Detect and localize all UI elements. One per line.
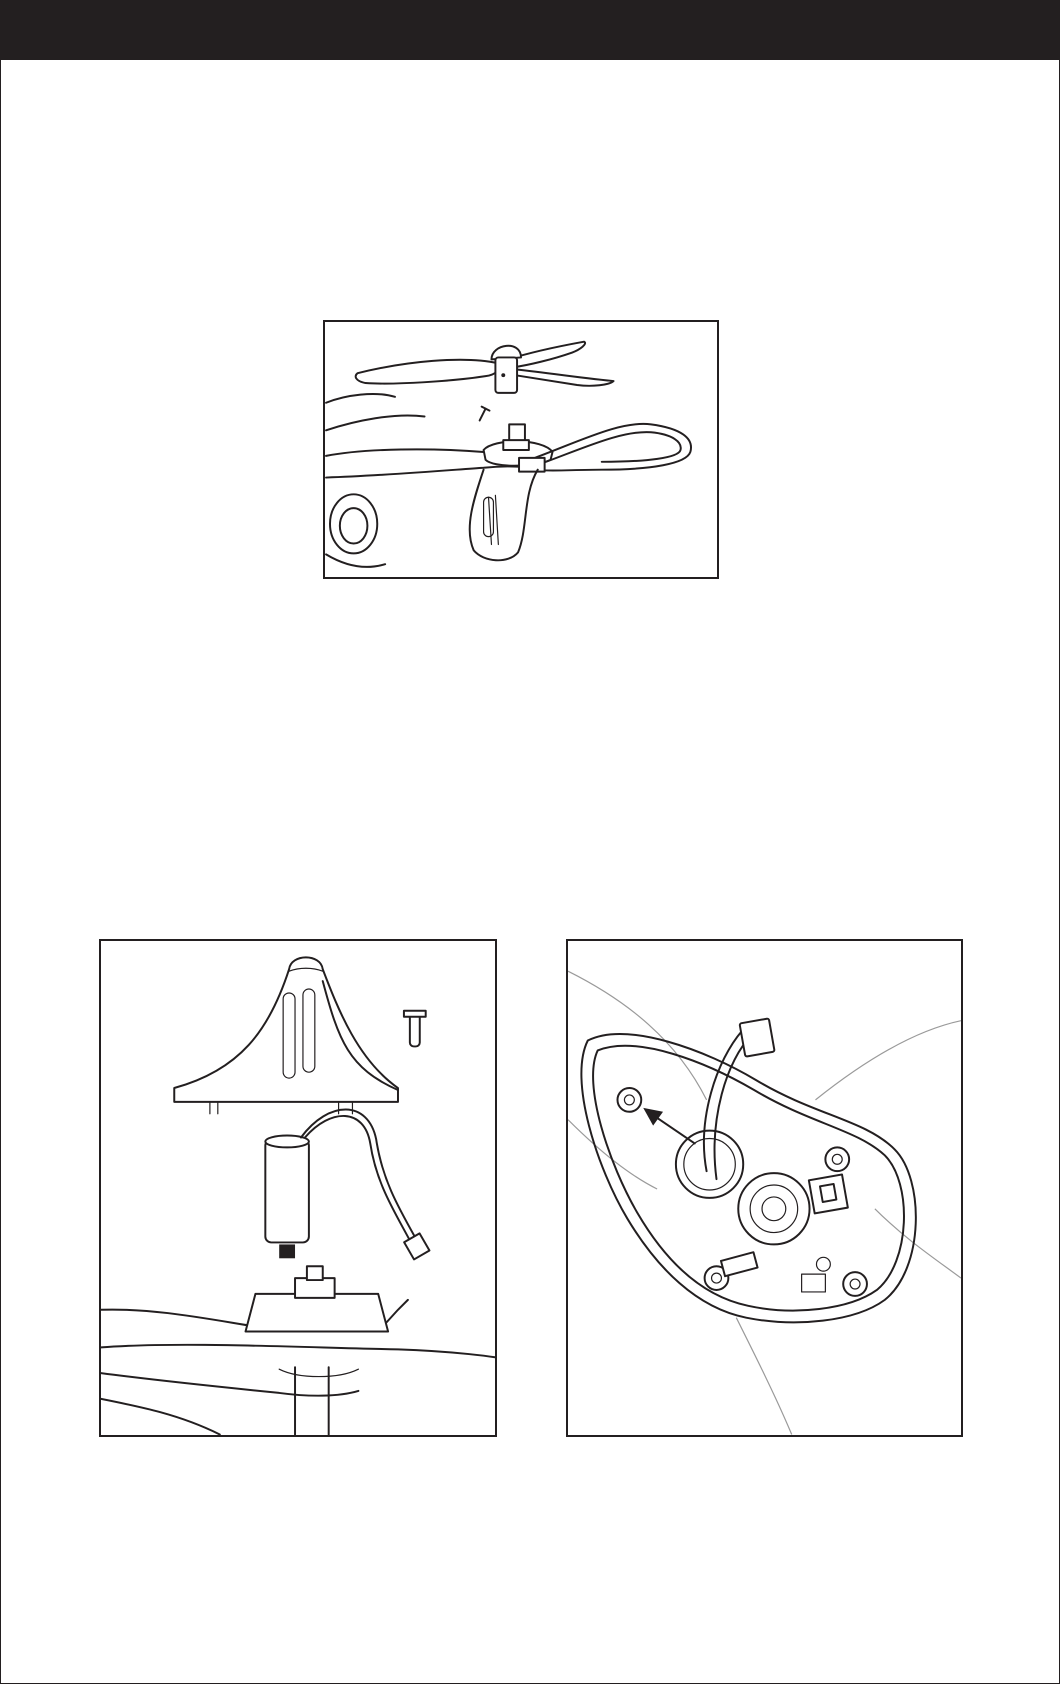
header-bar (1, 1, 1060, 60)
propeller-removal-illustration (325, 322, 717, 577)
figure-motor-exploded (99, 939, 497, 1437)
motor-housing-top-illustration (568, 941, 961, 1435)
figure-propeller-removal (323, 320, 719, 579)
motor-exploded-illustration (101, 941, 495, 1435)
figure-motor-housing-top (566, 939, 963, 1437)
